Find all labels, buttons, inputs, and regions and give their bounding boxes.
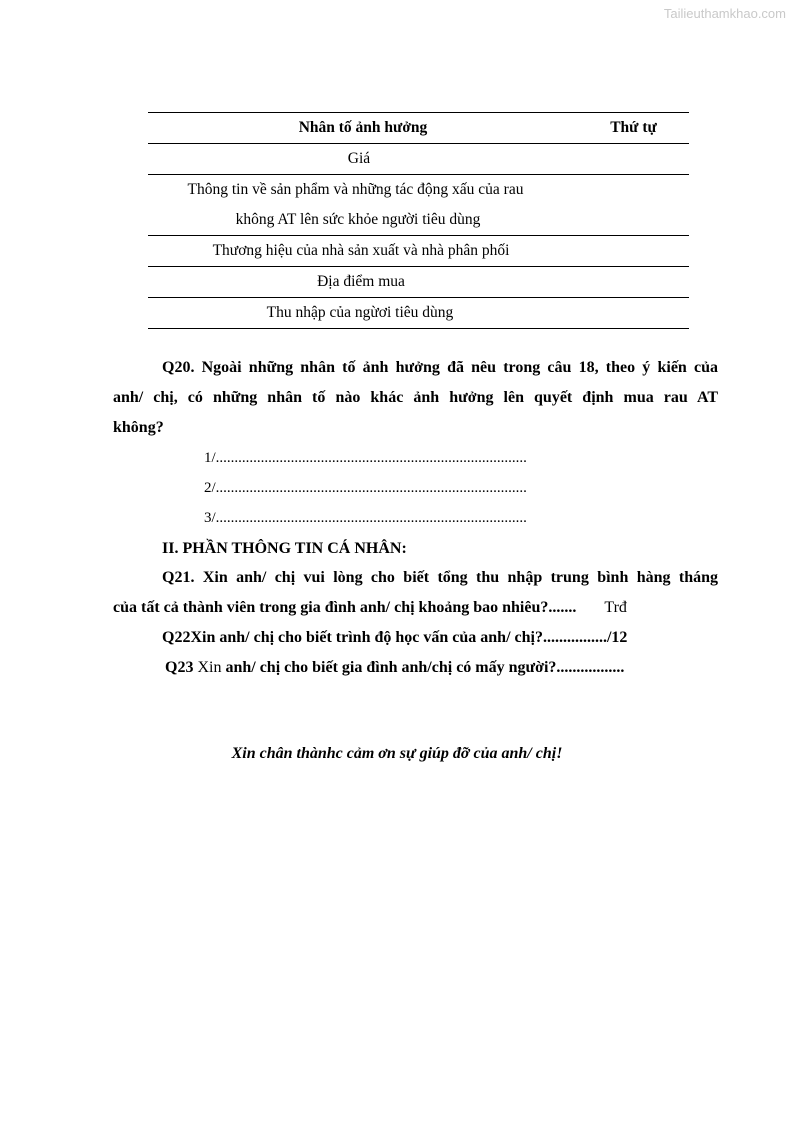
- factor-text: không AT lên sức khỏe người tiêu dùng: [235, 211, 481, 228]
- question-q23: [165, 653, 624, 683]
- q23-text: anh/ chị cho biết gia đình anh/chị có mấy người?.................: [221, 659, 625, 676]
- factor-text: Thu nhập của ngừơi tiêu dùng: [266, 304, 454, 321]
- section-title: II. PHẦN THÔNG TIN CÁ NHÂN:: [162, 540, 407, 557]
- factor-cell: [148, 175, 578, 236]
- answer-blank-1[interactable]: 1/...................................................................................: [204, 450, 527, 466]
- table-row: [148, 236, 689, 267]
- factor-text: Thương hiệu của nhà sản xuất và nhà phân phối: [212, 242, 510, 259]
- order-cell[interactable]: [578, 267, 689, 298]
- table-row: [148, 144, 689, 175]
- q21-line2: [113, 593, 718, 623]
- table-row: [148, 267, 689, 298]
- q21-line1: Q21. Xin anh/ chị vui lòng cho biết tổng thu nhập trung bình hàng tháng: [162, 569, 718, 586]
- q20-line2: anh/ chị, có những nhân tố nào khác ảnh hưởng lên quyết định mua rau AT: [113, 389, 718, 406]
- question-q21: [113, 563, 718, 623]
- order-cell[interactable]: [578, 298, 689, 329]
- header-order: Thứ tự: [578, 113, 689, 144]
- order-cell[interactable]: [578, 236, 689, 267]
- q20-line3: không?: [113, 419, 164, 436]
- factor-text: Địa điểm mua: [317, 273, 405, 290]
- question-q20: [113, 353, 718, 443]
- table-row: [148, 175, 689, 236]
- order-cell[interactable]: [578, 144, 689, 175]
- factor-cell: [148, 298, 578, 329]
- q21-line2-text: của tất cả thành viên trong gia đình anh/ chị khoảng bao nhiêu?.......: [113, 599, 577, 616]
- order-cell[interactable]: [578, 175, 689, 236]
- answer-blank-2[interactable]: 2/...................................................................................: [204, 480, 527, 496]
- watermark: Tailieuthamkhao.com: [663, 6, 786, 21]
- table-row: [148, 298, 689, 329]
- q21-unit: Trđ: [604, 599, 627, 616]
- q20-line1: Q20. Ngoài những nhân tố ảnh hưởng đã nêu trong câu 18, theo ý kiến của: [162, 359, 718, 376]
- factor-cell: [148, 267, 578, 298]
- factor-ranking-table: [148, 112, 689, 329]
- factor-cell: [148, 144, 578, 175]
- table-header-row: [148, 113, 689, 144]
- q23-plain: Xin: [193, 659, 222, 676]
- header-factor: Nhân tố ảnh hưởng: [148, 113, 578, 144]
- factor-cell: [148, 236, 578, 267]
- q23-prefix: Q23: [165, 659, 194, 676]
- factor-text: Giá: [347, 150, 371, 167]
- thank-you-note: Xin chân thànhc cảm ơn sự giúp đỡ của anh/ chị!: [231, 745, 563, 762]
- factor-text: Thông tin về sản phẩm và những tác động xấu của rau: [187, 181, 524, 198]
- answer-blank-3[interactable]: 3/...................................................................................: [204, 510, 527, 526]
- question-q22: Q22Xin anh/ chị cho biết trình độ học vấn của anh/ chị?................/12: [162, 629, 628, 646]
